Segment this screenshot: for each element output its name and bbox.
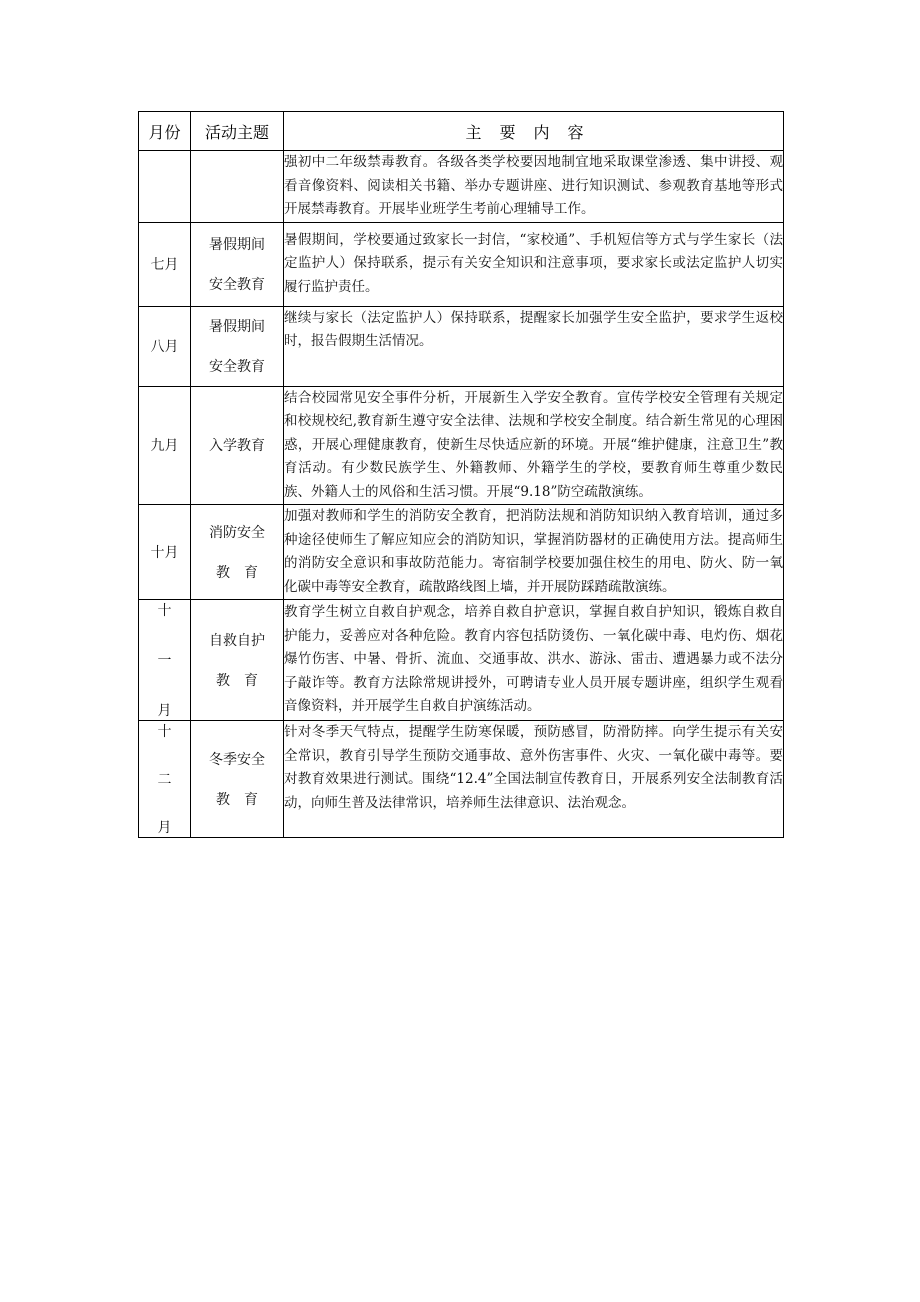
month-char: 月 — [157, 820, 172, 836]
month-char: 二 — [157, 772, 172, 788]
row-content: 针对冬季天气特点，提醒学生防寒保暖，预防感冒，防滑防摔。向学生提示有关安全常识，教育引导学生预防交通事故、意外伤害事件、火灾、一氧化碳中毒等。要对教育效果进行测试。围绕“12.4”全国法制宣传教育日，开展系列安全法制教育活动，向师生普及法律常识，培养师生法律意识、法治观念。 — [284, 721, 784, 838]
row-content: 强初中二年级禁毒教育。各级各类学校要因地制宜地采取课堂渗透、集中讲授、观看音像资料、阅读相关书籍、举办专题讲座、进行知识测试、参观教育基地等形式开展禁毒教育。开展毕业班学生考前心理辅导工作。 — [284, 151, 784, 223]
header-content: 主要内容 — [284, 112, 784, 151]
month-char: 十 — [157, 724, 172, 740]
table-header-row — [139, 112, 784, 151]
month-char: 月 — [157, 703, 172, 719]
row-month: 九月 — [139, 386, 191, 505]
table-row — [139, 721, 784, 838]
row-month — [139, 151, 191, 223]
row-month: 八月 — [139, 306, 191, 386]
row-topic — [191, 306, 284, 386]
row-topic — [191, 600, 284, 721]
table-row — [139, 505, 784, 600]
row-topic — [191, 505, 284, 600]
row-content: 结合校园常见安全事件分析，开展新生入学安全教育。宣传学校安全管理有关规定和校规校纪,教育新生遵守安全法律、法规和学校安全制度。结合新生常见的心理困惑，开展心理健康教育，使新生尽快适应新的环境。开展“维护健康，注意卫生”教育活动。有少数民族学生、外籍教师、外籍学生的学校，要教育师生尊重少数民族、外籍人士的风俗和生活习惯。开展“9.18”防空疏散演练。 — [284, 386, 784, 505]
topic-line: 自救自护 — [209, 633, 265, 649]
month-char: 十 — [157, 603, 172, 619]
topic-line: 教 育 — [216, 673, 258, 689]
row-topic: 入学教育 — [191, 386, 284, 505]
topic-line: 安全教育 — [209, 359, 265, 375]
topic-line: 教 育 — [216, 792, 258, 808]
month-char: 一 — [157, 653, 172, 669]
row-content: 暑假期间，学校要通过致家长一封信，“家校通”、手机短信等方式与学生家长（法定监护人）保持联系，提示有关安全知识和注意事项，要求家长或法定监护人切实履行监护责任。 — [284, 222, 784, 306]
header-month: 月份 — [139, 112, 191, 151]
table-row — [139, 222, 784, 306]
table-row — [139, 386, 784, 505]
topic-line: 暑假期间 — [209, 319, 265, 335]
topic-line: 教 育 — [216, 565, 258, 581]
topic-line: 消防安全 — [209, 525, 265, 541]
row-content: 加强对教师和学生的消防安全教育，把消防法规和消防知识纳入教育培训，通过多种途径使师生了解应知应会的消防知识，掌握消防器材的正确使用方法。提高师生的消防安全意识和事故防范能力。寄宿制学校要加强住校生的用电、防火、防一氧化碳中毒等安全教育，疏散路线图上墙，并开展防踩踏疏散演练。 — [284, 505, 784, 600]
row-month: 十月 — [139, 505, 191, 600]
row-topic — [191, 222, 284, 306]
topic-line: 冬季安全 — [209, 752, 265, 768]
row-month — [139, 721, 191, 838]
row-topic — [191, 721, 284, 838]
row-topic — [191, 151, 284, 223]
table-row — [139, 151, 784, 223]
header-topic: 活动主题 — [191, 112, 284, 151]
topic-line: 安全教育 — [209, 277, 265, 293]
table-row — [139, 306, 784, 386]
topic-line: 暑假期间 — [209, 237, 265, 253]
table-row — [139, 600, 784, 721]
row-month — [139, 600, 191, 721]
row-content: 继续与家长（法定监护人）保持联系，提醒家长加强学生安全监护，要求学生返校时，报告假期生活情况。 — [284, 306, 784, 386]
row-month: 七月 — [139, 222, 191, 306]
activity-plan-table — [138, 111, 784, 838]
row-content: 教育学生树立自救自护观念，培养自救自护意识，掌握自救自护知识，锻炼自救自护能力，妥善应对各种危险。教育内容包括防烫伤、一氧化碳中毒、电灼伤、烟花爆竹伤害、中暑、骨折、流血、交通事故、洪水、游泳、雷击、遭遇暴力或不法分子敲诈等。教育方法除常规讲授外，可聘请专业人员开展专题讲座，组织学生观看音像资料，并开展学生自救自护演练活动。 — [284, 600, 784, 721]
